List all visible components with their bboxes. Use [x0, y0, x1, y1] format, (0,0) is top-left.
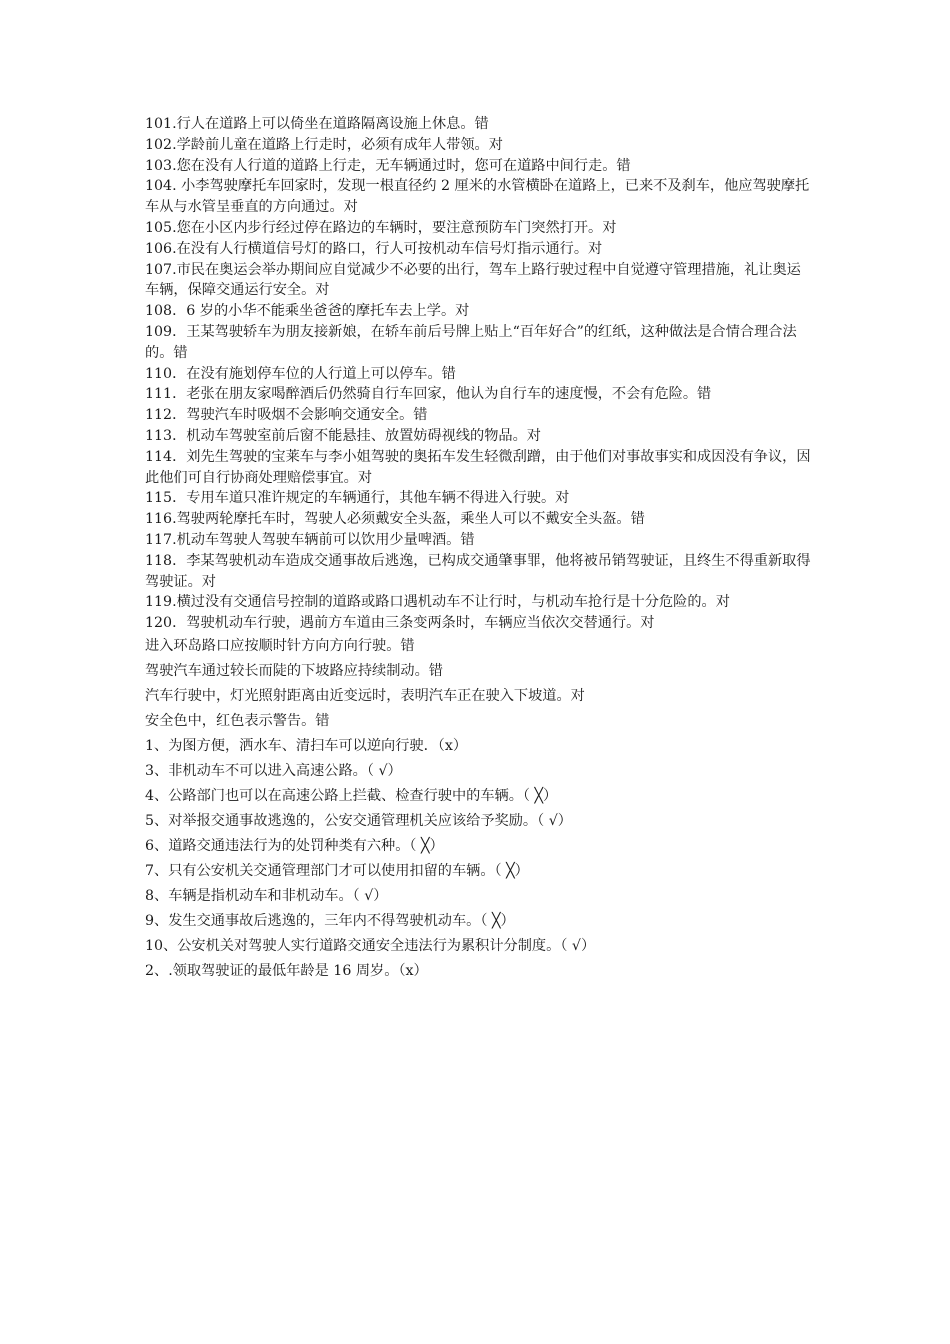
document-body	[145, 114, 815, 984]
question-headlight-distance: 汽车行驶中，灯光照射距离由近变远时，表明汽车正在驶入下坡道。对	[145, 687, 585, 704]
question-117: 117.机动车驾驶人驾驶车辆前可以饮用少量啤酒。错	[145, 531, 475, 548]
question-item-5: 5、对举报交通事故逃逸的，公安交通管理机关应该给予奖励。（ √）	[145, 812, 572, 829]
question-111: 111．老张在朋友家喝醉酒后仍然骑自行车回家，他认为自行车的速度慢，不会有危险。错	[145, 386, 712, 403]
question-item-10: 10、公安机关对驾驶人实行道路交通安全违法行为累积计分制度。（ √）	[145, 937, 596, 954]
question-115: 115．专用车道只准许规定的车辆通行，其他车辆不得进入行驶。对	[145, 490, 570, 507]
question-114: 114．刘先生驾驶的宝莱车与李小姐驾驶的奥拓车发生轻微刮蹭，由于他们对事故事实和成因没有争议，因此他们可自行协商处理赔偿事宜。对	[145, 448, 811, 486]
numbered-questions-block	[145, 114, 815, 634]
question-102: 102.学龄前儿童在道路上行走时，必须有成年人带领。对	[145, 136, 503, 153]
question-safety-color: 安全色中，红色表示警告。错	[145, 712, 330, 729]
question-item-1: 1、为图方便，洒水车、清扫车可以逆向行驶．（x）	[145, 737, 468, 754]
question-101: 101.行人在道路上可以倚坐在道路隔离设施上休息。错	[145, 116, 489, 132]
question-roundabout: 进入环岛路口应按顺时针方向方向行驶。错	[145, 637, 415, 654]
question-item-2: 2、.领取驾驶证的最低年龄是 16 周岁。（x）	[145, 962, 428, 979]
question-item-8: 8、车辆是指机动车和非机动车。（ √）	[145, 887, 388, 904]
question-118: 118．李某驾驶机动车造成交通事故后逃逸，已构成交通肇事罪，他将被吊销驾驶证，且终生不得重新取得驾驶证。对	[145, 552, 811, 590]
question-119: 119.横过没有交通信号控制的道路或路口遇机动车不让行时，与机动车抢行是十分危险的。对	[145, 594, 730, 611]
question-104: 104. 小李驾驶摩托车回家时，发现一根直径约 2 厘米的水管横卧在道路上，已来不及刹车，他应驾驶摩托车从与水管呈垂直的方向通过。对	[145, 178, 810, 216]
question-108: 108．6 岁的小华不能乘坐爸爸的摩托车去上学。对	[145, 303, 470, 320]
question-106: 106.在没有人行横道信号灯的路口，行人可按机动车信号灯指示通行。对	[145, 240, 603, 257]
question-item-4: 4、公路部门也可以在高速公路上拦截、检查行驶中的车辆。（ ╳）	[145, 787, 558, 804]
question-item-9: 9、发生交通事故后逃逸的，三年内不得驾驶机动车。（ ╳）	[145, 912, 515, 929]
question-downhill-braking: 驾驶汽车通过较长而陡的下坡路应持续制动。错	[145, 662, 443, 679]
question-110: 110．在没有施划停车位的人行道上可以停车。错	[145, 365, 456, 382]
question-112: 112．驾驶汽车时吸烟不会影响交通安全。错	[145, 407, 428, 424]
question-120: 120．驾驶机动车行驶，遇前方车道由三条变两条时，车辆应当依次交替通行。对	[145, 615, 655, 632]
question-item-6: 6、道路交通违法行为的处罚种类有六种。（ ╳）	[145, 837, 444, 854]
question-116: 116.驾驶两轮摩托车时，驾驶人必须戴安全头盔，乘坐人可以不戴安全头盔。错	[145, 511, 645, 528]
additional-questions-block	[145, 634, 815, 984]
question-113: 113．机动车驾驶室前后窗不能悬挂、放置妨碍视线的物品。对	[145, 427, 541, 444]
question-item-7: 7、只有公安机关交通管理部门才可以使用扣留的车辆。（ ╳）	[145, 862, 529, 879]
question-item-3: 3、非机动车不可以进入高速公路。（ √）	[145, 762, 402, 779]
question-107: 107.市民在奥运会举办期间应自觉减少不必要的出行，驾车上路行驶过程中自觉遵守管理措施，礼让奥运车辆，保障交通运行安全。对	[145, 261, 801, 299]
question-109: 109．王某驾驶轿车为朋友接新娘，在轿车前后号牌上贴上“百年好合”的红纸，这种做法是合情合理合法的。错	[145, 323, 797, 361]
question-103: 103.您在没有人行道的道路上行走，无车辆通过时，您可在道路中间行走。错	[145, 157, 631, 174]
question-105: 105.您在小区内步行经过停在路边的车辆时，要注意预防车门突然打开。对	[145, 219, 617, 236]
